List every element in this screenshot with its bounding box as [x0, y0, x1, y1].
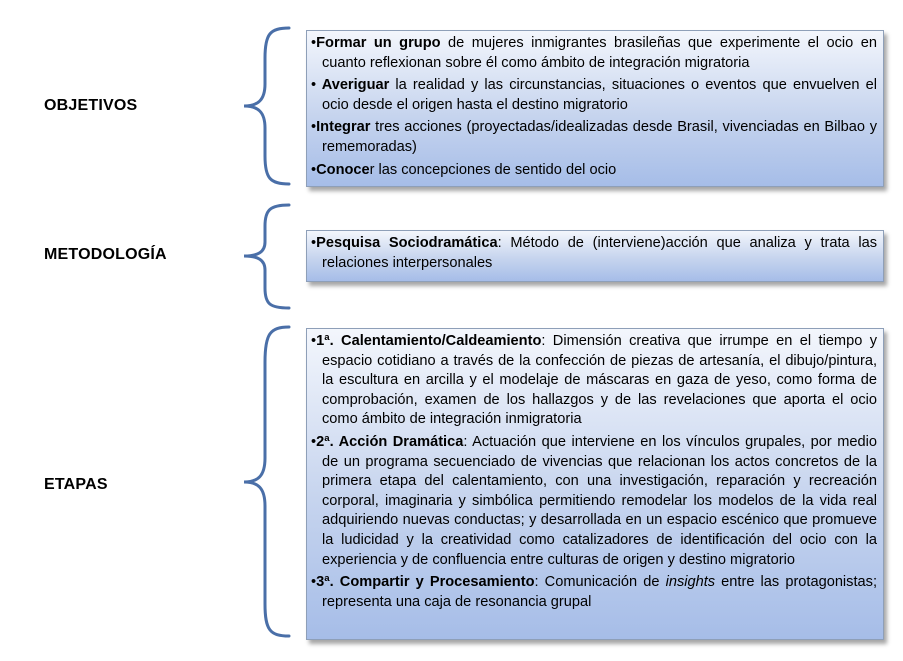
item-bold: Integrar	[316, 119, 371, 136]
item-italic: insights	[665, 574, 716, 591]
list-item: •Pesquisa Sociodramática: Método de (interviene)acción que analiza y trata las relaciones interpersonales	[311, 235, 877, 271]
list-item: •2ª. Acción Dramática: Actuación que interviene en los vínculos grupales, por medio de un programa secuenciado de vivencias que relacionan los actos concretos de la primera etapa del calentamiento, con una investigación, reparación y recreación corporal, imaginaria y simbólica permitiendo remodelar los modelos de la vida real adquiriendo nuevas conductas; y desarrollada en un espacio escénico que promueve la ludicidad y la creatividad como catalizadores de identificación del ocio con la experiencia y de confluencia entre culturas de origen y destino migratorio	[311, 433, 877, 568]
list-item: • Averiguar la realidad y las circunstancias, situaciones o eventos que envuelven el ocio desde el origen hasta el destino migratorio	[311, 77, 877, 113]
item-bold: Averiguar	[316, 77, 390, 94]
brace-metodologia	[240, 200, 300, 320]
box-objetivos	[306, 30, 884, 187]
brace-objetivos	[240, 22, 300, 192]
list-item: •Formar un grupo de mujeres inmigrantes brasileñas que experimente el ocio en cuanto reflexionan sobre él como ámbito de integración migratoria	[311, 35, 877, 71]
box-metodologia	[306, 230, 884, 282]
item-bold: 3ª. Compartir y Procesamiento	[316, 574, 535, 591]
label-objetivos: OBJETIVOS	[44, 97, 138, 114]
list-item: •Conocer las concepciones de sentido del ocio	[311, 161, 617, 178]
item-bold: Pesquisa Sociodramática	[316, 235, 498, 251]
list-item: •Integrar tres acciones (proyectadas/idealizadas desde Brasil, vivenciadas en Bilbao y rememoradas)	[311, 119, 877, 155]
label-etapas: ETAPAS	[44, 476, 108, 493]
item-bold: Conoce	[316, 161, 370, 178]
item-bold: 1ª. Calentamiento/Caldeamiento	[316, 333, 542, 349]
brace-etapas	[240, 322, 300, 647]
list-item: •1ª. Calentamiento/Caldeamiento: Dimensión creativa que irrumpe en el tiempo y espacio cotidiano a través de la confección de piezas de artesanía, el dibujo/pintura, la escultura en arcilla y el modelaje de máscaras en gaza de yeso, como forma de comprobación, examen de los hallazgos y de las revelaciones que aporta el ocio como ámbito de integración inmigratoria	[311, 333, 877, 428]
box-etapas	[306, 328, 884, 640]
item-bold: Formar un grupo	[316, 35, 441, 51]
list-item: •3ª. Compartir y Procesamiento: Comunicación de insights entre las protagonistas; representa una caja de resonancia grupal	[311, 574, 877, 610]
item-bold: 2ª. Acción Dramática	[316, 433, 464, 450]
label-metodologia: METODOLOGÍA	[44, 246, 167, 263]
